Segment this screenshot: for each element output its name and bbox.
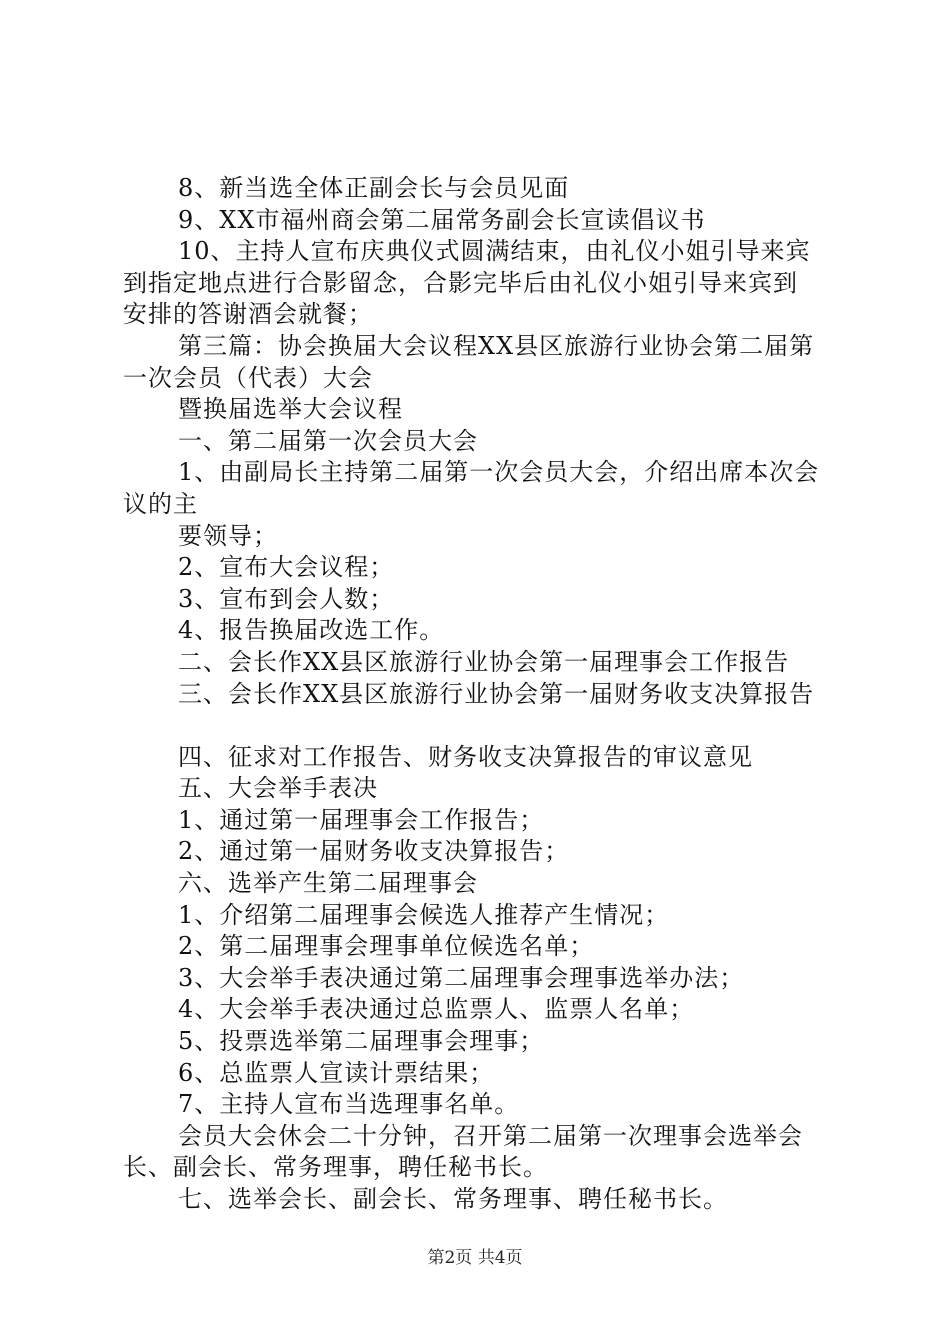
paragraph-line: 六、选举产生第二届理事会 [178, 869, 478, 898]
paragraph-line: 四、征求对工作报告、财务收支决算报告的审议意见 [178, 742, 753, 771]
document-body [123, 173, 835, 1216]
paragraph-line: 七、选举会长、副会长、常务理事、聘任秘书长。 [178, 1185, 728, 1213]
paragraph-line: 6、总监票人宣读计票结果； [178, 1058, 495, 1087]
paragraph-line: 议的主 [123, 489, 198, 518]
paragraph-line: 要领导； [178, 521, 278, 550]
paragraph-line: 1、介绍第二届理事会候选人推荐产生情况； [178, 900, 670, 929]
paragraph-line: 7、主持人宣布当选理事名单。 [178, 1090, 520, 1119]
paragraph-line: 会员大会休会二十分钟，召开第二届第一次理事会选举会 [178, 1121, 803, 1150]
paragraph-line: 3、大会举手表决通过第二届理事会理事选举办法； [178, 963, 745, 992]
paragraph-line: 2、第二届理事会理事单位候选名单； [178, 932, 595, 961]
paragraph-line: 1、通过第一届理事会工作报告； [178, 805, 545, 834]
page-footer: 第2页 共4页 [427, 1248, 523, 1268]
paragraph-line: 9、XX市福州商会第二届常务副会长宣读倡议书 [178, 205, 706, 234]
paragraph-line: 一次会员（代表）大会 [123, 363, 373, 392]
paragraph-line: 2、宣布大会议程； [178, 553, 395, 582]
paragraph-line: 1、由副局长主持第二届第一次会员大会，介绍出席本次会 [178, 458, 820, 487]
paragraph-line: 4、报告换届改选工作。 [178, 616, 445, 645]
paragraph-line: 五、大会举手表决 [178, 774, 378, 803]
paragraph-line: 8、新当选全体正副会长与会员见面 [178, 174, 570, 202]
paragraph-line: 三、会长作XX县区旅游行业协会第一届财务收支决算报告 [178, 679, 815, 708]
paragraph-line: 4、大会举手表决通过总监票人、监票人名单； [178, 995, 695, 1024]
paragraph-line: 安排的答谢酒会就餐； [123, 300, 373, 329]
paragraph-line: 2、通过第一届财务收支决算报告； [178, 837, 570, 866]
paragraph-line: 第三篇：协会换届大会议程XX县区旅游行业协会第二届第 [178, 331, 815, 360]
paragraph-line: 一、第二届第一次会员大会 [178, 426, 478, 455]
paragraph-line: 二、会长作XX县区旅游行业协会第一届理事会工作报告 [178, 647, 790, 676]
paragraph-line: 3、宣布到会人数； [178, 584, 395, 613]
paragraph-line: 长、副会长、常务理事，聘任秘书长。 [123, 1153, 548, 1182]
blank-line [123, 710, 835, 742]
paragraph-line: 10、主持人宣布庆典仪式圆满结束，由礼仪小姐引导来宾 [178, 237, 811, 266]
paragraph-line: 5、投票选举第二届理事会理事； [178, 1027, 545, 1056]
paragraph-line: 暨换届选举大会议程 [178, 395, 403, 424]
paragraph-line: 到指定地点进行合影留念，合影完毕后由礼仪小姐引导来宾到 [123, 268, 798, 297]
